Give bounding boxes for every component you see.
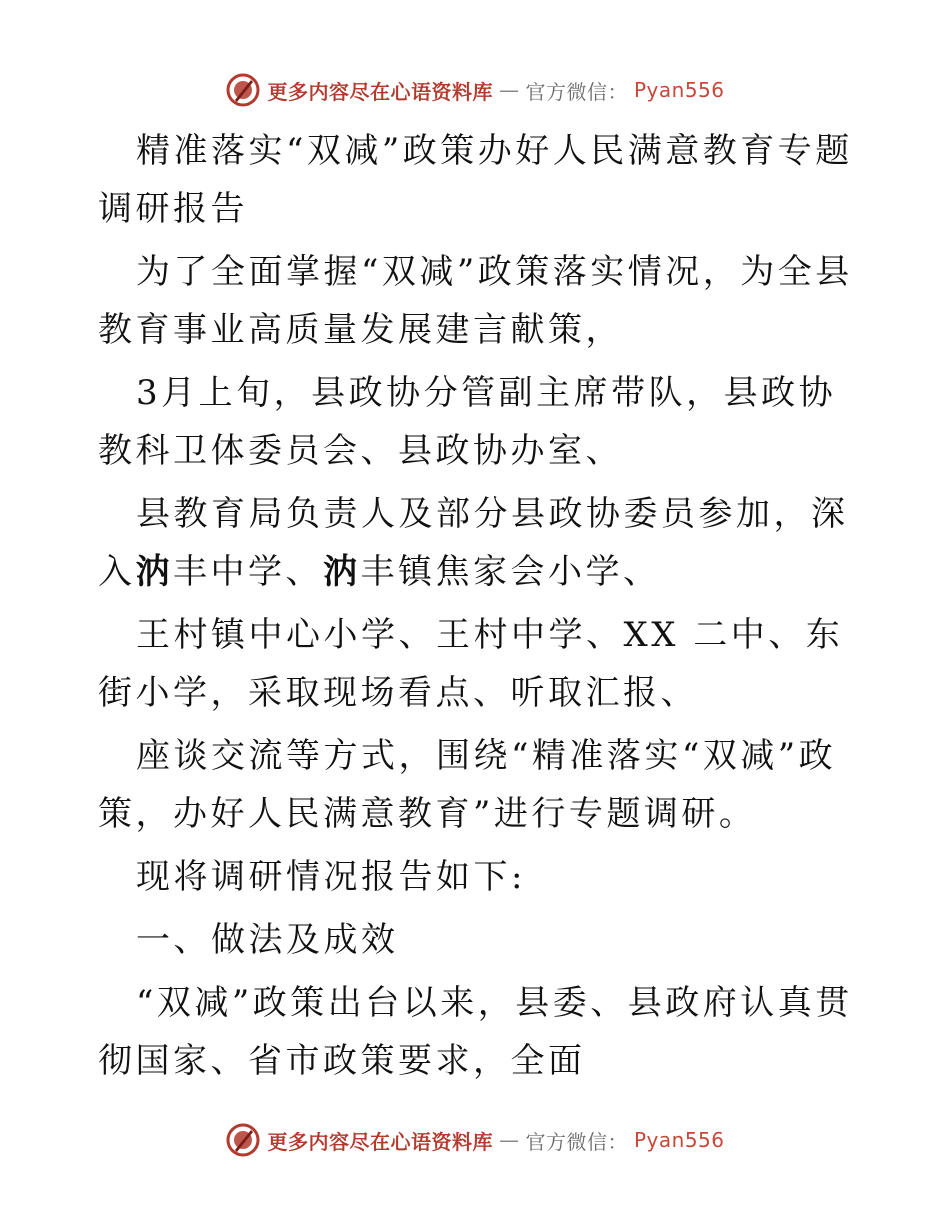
watermark-separator: — (498, 1128, 520, 1152)
watermark-wechat-label: 官方微信： (525, 79, 628, 104)
paragraph (98, 974, 854, 1090)
footer-watermark (0, 1120, 950, 1160)
text-segment: 现将调研情况报告如下: (136, 857, 526, 897)
paragraph (98, 848, 854, 906)
text-segment: 丰镇焦家会小学、 (360, 552, 661, 592)
quill-seal-icon (225, 72, 261, 108)
text-segment: 汭 (135, 552, 173, 592)
section-heading (98, 911, 854, 969)
text-segment: 王村镇中心小学、王村中学、XX 二中、东街小学，采取现场看点、听取汇报、 (98, 615, 844, 713)
text-segment: 精准落实“双减”政策办好人民满意教育专题调研报告 (98, 131, 853, 229)
watermark-wechat-label: 官方微信： (525, 1129, 628, 1154)
text-segment: 为了全面掌握“双减”政策落实情况，为全县教育事业高质量发展建言献策， (98, 252, 853, 350)
text-segment: “双减”政策出台以来，县委、县政府认真贯彻国家、省市政策要求，全面 (98, 983, 853, 1081)
watermark-main-text: 更多内容尽在心语资料库 (267, 1129, 493, 1154)
text-segment: 3月上旬，县政协分管副主席带队，县政协教科卫体委员会、县政协办室、 (98, 373, 837, 471)
watermark-wechat-id: Pyan556 (633, 78, 725, 102)
paragraph (98, 364, 854, 480)
text-segment: 一、做法及成效 (136, 920, 399, 960)
paragraph (98, 485, 854, 601)
header-watermark (0, 70, 950, 110)
text-segment: 县教育局负责人及部分县政协委员参加，深入 (98, 494, 849, 592)
document-body (98, 122, 854, 1095)
paragraph (98, 727, 854, 843)
watermark-separator: — (498, 78, 520, 102)
document-title (98, 122, 854, 238)
text-segment: 汭 (323, 552, 361, 592)
text-segment: 丰中学、 (173, 552, 323, 592)
text-segment: 座谈交流等方式，围绕“精准落实“双减”政策，办好人民满意教育”进行专题调研。 (98, 736, 837, 834)
paragraph (98, 243, 854, 359)
paragraph (98, 606, 854, 722)
quill-seal-icon (225, 1122, 261, 1158)
watermark-main-text: 更多内容尽在心语资料库 (267, 79, 493, 104)
watermark-wechat-id: Pyan556 (633, 1128, 725, 1152)
